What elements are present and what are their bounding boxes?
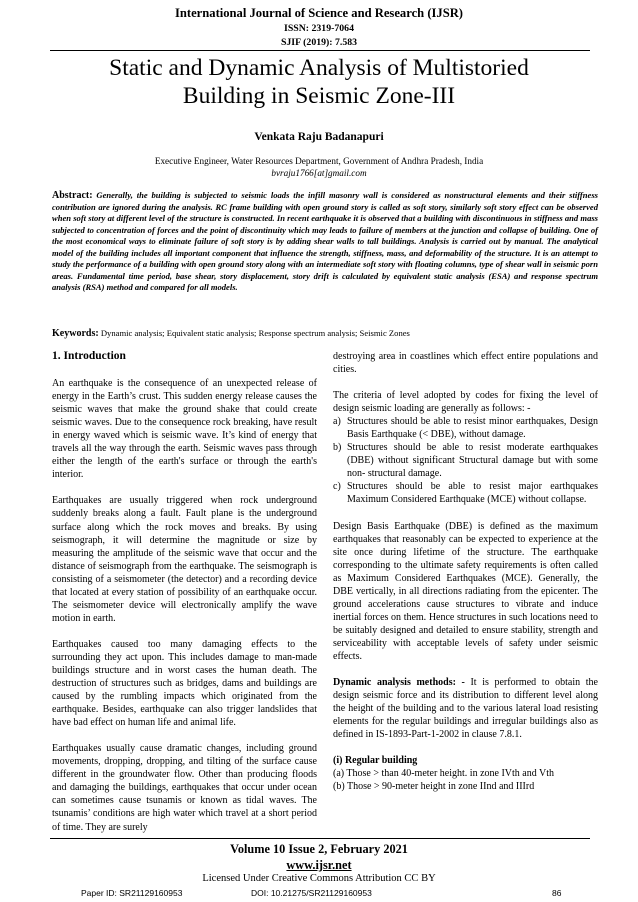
- journal-name: International Journal of Science and Research (IJSR): [174, 6, 464, 20]
- sjif: SJIF (2019): 7.583: [280, 37, 358, 48]
- list-item: [333, 480, 598, 506]
- footer-volume: Volume 10 Issue 2, February 2021: [230, 842, 408, 856]
- issn: ISSN: 2319-7064: [284, 23, 354, 34]
- dynamic-paragraph: [333, 676, 598, 741]
- paragraph: Design Basis Earthquake (DBE) is defined as the maximum earthquakes that reasonably can be expected to experience at the site once during lifetime of the structure. The earthquake corresponding to the ultimate safety requirements is often called as Maximum Considered Earthquakes (MCE). Generally, the DBE vertically, in all directions radiating from the epicenter. The ground accelerations cause structures to vibrate and induce inertial forces on them. Hence structures in such locations need to be suitably designed and detailed to ensure stability, strength and serviceability with acceptable levels of safety under seismic effects.: [333, 520, 598, 662]
- author-name: Venkata Raju Badanapuri: [254, 131, 384, 143]
- regular-item-a: (a) Those > than 40-meter height. in zone IVth and Vth: [333, 768, 555, 780]
- abstract-text: Generally, the building is subjected to seismic loads the infill masonry wall is considered as nonstructural elements and their stiffness contribution are ignored during the analysis. RC frame building with open ground story is called as soft story, similarly soft story effect can be observed when soft story at different level of the structure is constructed. In recent earthquake it is observed that a building with discontinuous in stiffness and mass subjected to concentration of forces and the point of discontinuity which may leads to failure of members at the junction and collapse of building. One of the most economical ways to eliminate failure of soft story is by adding shear walls to tall buildings. Analysis is carried out by manual. The analytical model of the building includes all important component that influence the strength, stiffness, mass, and deformability of the structure. It is an attempt to study the performance of a building with open ground story along with an intermediate soft story with floating columns, type of shear wall in seismic porn areas. Fundamental time period, base shear, story displacement, story drift is calculated by equivalent static analysis (ESA) and response spectrum analysis (RSA) method and compared for all models.: [52, 190, 598, 292]
- list-marker: b): [333, 442, 342, 454]
- paper-title: [40, 54, 598, 110]
- paragraph: The criteria of level adopted by codes for fixing the level of design seismic loading are generally as follows: -: [333, 390, 598, 415]
- list-marker: a): [333, 416, 341, 428]
- list-text: Structures should be able to resist major earthquakes Maximum Considered Earthquake (MCE) without collapse.: [347, 481, 598, 506]
- section-heading: 1. Introduction: [52, 350, 126, 362]
- paragraph: Earthquakes are usually triggered when rock underground suddenly breaks along a fault. Fault plane is the underground surface along which the rock moves and breaks. By using seismograph, it will determine the magnitude or size by measuring the amplitude of the seismic wave that occur and the distance of seismograph from the earthquake. The seismograph is consisting of a seismometer (the detector) and a recording device that located at every station of possibility of an earthquake occur. The seismometer device will electronically amplify the wave motion in earth.: [52, 495, 317, 624]
- regular-item-b: (b) Those > 90-meter height in zone IInd and IIIrd: [333, 781, 535, 793]
- abstract: [52, 190, 598, 294]
- affiliation-block: [0, 155, 638, 179]
- criteria-list: [333, 415, 598, 506]
- dynamic-label: Dynamic analysis methods: -: [333, 677, 465, 689]
- dynamic-text: It is performed to obtain the design seismic force and its distribution to different level along the height of the building and to the various lateral load resisting elements for the regular buildings and irregular buildings also as defined in IS-1893-Part-1-2002 in clause 7.8.1.: [333, 677, 598, 741]
- right-column: [333, 350, 598, 793]
- author-email: bvraju1766[at]gmail.com: [271, 168, 367, 178]
- paragraph: Earthquakes caused too many damaging effects to the surrounding they act upon. This includes damage to man-made buildings structure and in worst cases the human death. The destruction of structures such as bridges, dams and buildings are caused by the rumbling impacts which originated from the earthquake. Besides, earthquake can also trigger landslides that have bad effect on human life and animal life.: [52, 638, 317, 729]
- paragraph: Earthquakes usually cause dramatic changes, including ground movements, dropping, dropping, and tilting of the surface cause different in the groundwater flow. Other than producing floods and damaging the buildings, earthquakes that occur under ocean can sometimes cause tsunamis or known as tidal waves. The tsunamis’ conditions are high water which travel at a short period of time. They are surely: [52, 743, 317, 833]
- affiliation: Executive Engineer, Water Resources Department, Government of Andhra Pradesh, India: [154, 156, 484, 166]
- footer-website[interactable]: www.ijsr.net: [286, 858, 352, 872]
- regular-heading: (i) Regular building: [333, 755, 418, 767]
- title-line-2: Building in Seismic Zone-III: [182, 83, 456, 109]
- doi: DOI: 10.21275/SR21129160953: [251, 888, 372, 898]
- header-rule: [50, 50, 590, 51]
- footer-license: Licensed Under Creative Commons Attribution CC BY: [202, 873, 436, 884]
- paper-id: Paper ID: SR21129160953: [81, 888, 183, 898]
- footer-rule: [50, 838, 590, 839]
- list-text: Structures should be able to resist moderate earthquakes (DBE) without significant Structural damage but with some non- structural damage.: [347, 442, 598, 480]
- paragraph: An earthquake is the consequence of an unexpected release of energy in the Earth’s crust. This sudden energy release causes the seismic waves that make the ground shake that could create seismic waves. Due to the consequence rock breaking, have result in energy waved which is seismic wave. It’s kind of energy that travels all the way through the earth. Seismic waves pass through either the length of the earth's surface or through the earth's interior.: [52, 378, 317, 481]
- keywords-label: Keywords:: [52, 328, 99, 339]
- list-item: [333, 441, 598, 480]
- keywords: [52, 328, 598, 339]
- paragraph: destroying area in coastlines which effect entire populations and cities.: [333, 351, 598, 376]
- title-line-1: Static and Dynamic Analysis of Multistoried: [109, 55, 529, 81]
- abstract-label: Abstract:: [52, 190, 93, 201]
- left-column: [52, 350, 317, 847]
- page-number: 86: [552, 888, 562, 898]
- list-marker: c): [333, 481, 341, 493]
- keywords-text: Dynamic analysis; Equivalent static analysis; Response spectrum analysis; Seismic Zones: [100, 328, 410, 338]
- list-text: Structures should be able to resist minor earthquakes, Design Basis Earthquake (< DBE), without damage.: [347, 416, 598, 441]
- list-item: [333, 415, 598, 441]
